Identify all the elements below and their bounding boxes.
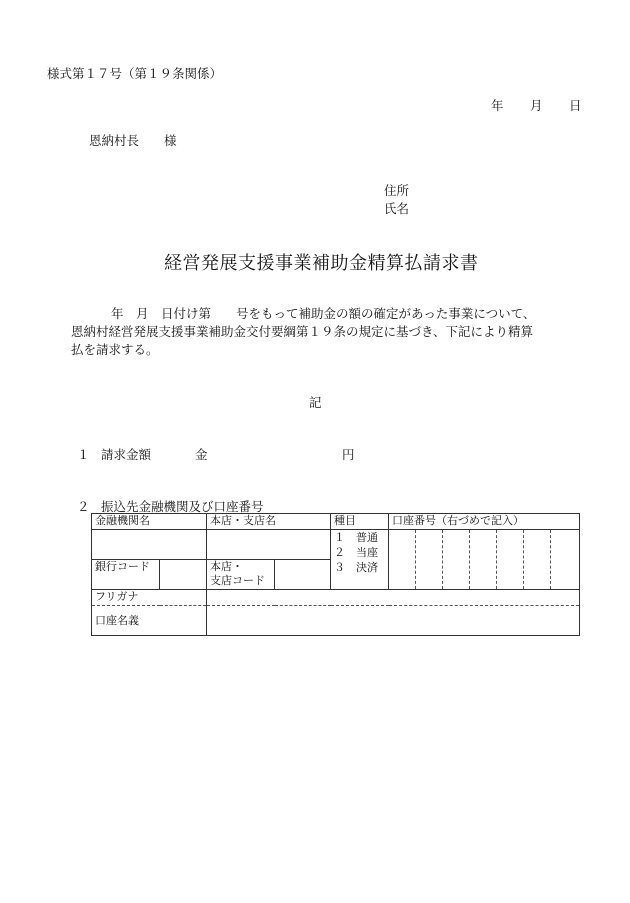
branch-name-field[interactable] <box>207 530 331 560</box>
item2-label: 振込先金融機関及び口座番号 <box>101 499 264 514</box>
account-name-label: 口座名義 <box>92 606 207 636</box>
header-account: 口座番号（右づめで記入） <box>389 514 580 530</box>
branch-code-label-line1: 本店・ <box>210 560 243 573</box>
item1-prefix: 金 <box>195 447 208 462</box>
type-option-settlement[interactable]: ３ 決済 <box>334 561 378 574</box>
bank-code-label: 銀行コード <box>92 560 160 590</box>
addressee: 恩納村長 様 <box>89 133 177 148</box>
account-digit-dividers <box>389 530 579 589</box>
furigana-label: フリガナ <box>92 590 207 606</box>
header-type: 種目 <box>331 514 389 530</box>
account-number-field[interactable] <box>389 530 580 590</box>
date-month: 月 <box>530 98 543 113</box>
furigana-field[interactable] <box>207 590 580 606</box>
name-label: 氏名 <box>384 201 410 216</box>
header-institution: 金融機関名 <box>92 514 207 530</box>
type-option-current[interactable]: ２ 当座 <box>334 546 378 559</box>
document-title: 経営発展支援事業補助金精算払請求書 <box>164 253 479 274</box>
item1-suffix: 円 <box>342 447 355 462</box>
address-label: 住所 <box>384 183 410 198</box>
account-type-options[interactable] <box>331 530 389 590</box>
intro-line-1: 年 月 日付け第 号をもって補助金の額の確定があった事業について、 <box>111 306 536 321</box>
item1-label: 請求金額 <box>101 447 152 462</box>
branch-code-label <box>207 560 275 590</box>
account-name-field[interactable] <box>207 606 580 636</box>
bank-code-field[interactable] <box>160 560 207 590</box>
date-year: 年 <box>491 98 504 113</box>
type-option-ordinary[interactable]: １ 普通 <box>334 531 378 544</box>
form-number: 様式第１７号（第１９条関係） <box>47 66 223 81</box>
bank-account-table <box>91 513 580 636</box>
intro-line-3: 払を請求する。 <box>71 342 159 357</box>
ki-heading: 記 <box>309 395 322 410</box>
branch-code-label-line2: 支店コード <box>210 574 265 587</box>
header-branch: 本店・支店名 <box>207 514 331 530</box>
item2-number: ２ <box>77 499 90 514</box>
item1-number: １ <box>77 447 90 462</box>
branch-code-field[interactable] <box>275 560 331 590</box>
date-day: 日 <box>569 98 582 113</box>
intro-line-2: 恩納村経営発展支援事業補助金交付要綱第１９条の規定に基づき、下記により精算 <box>71 324 534 339</box>
institution-name-field[interactable] <box>92 530 207 560</box>
